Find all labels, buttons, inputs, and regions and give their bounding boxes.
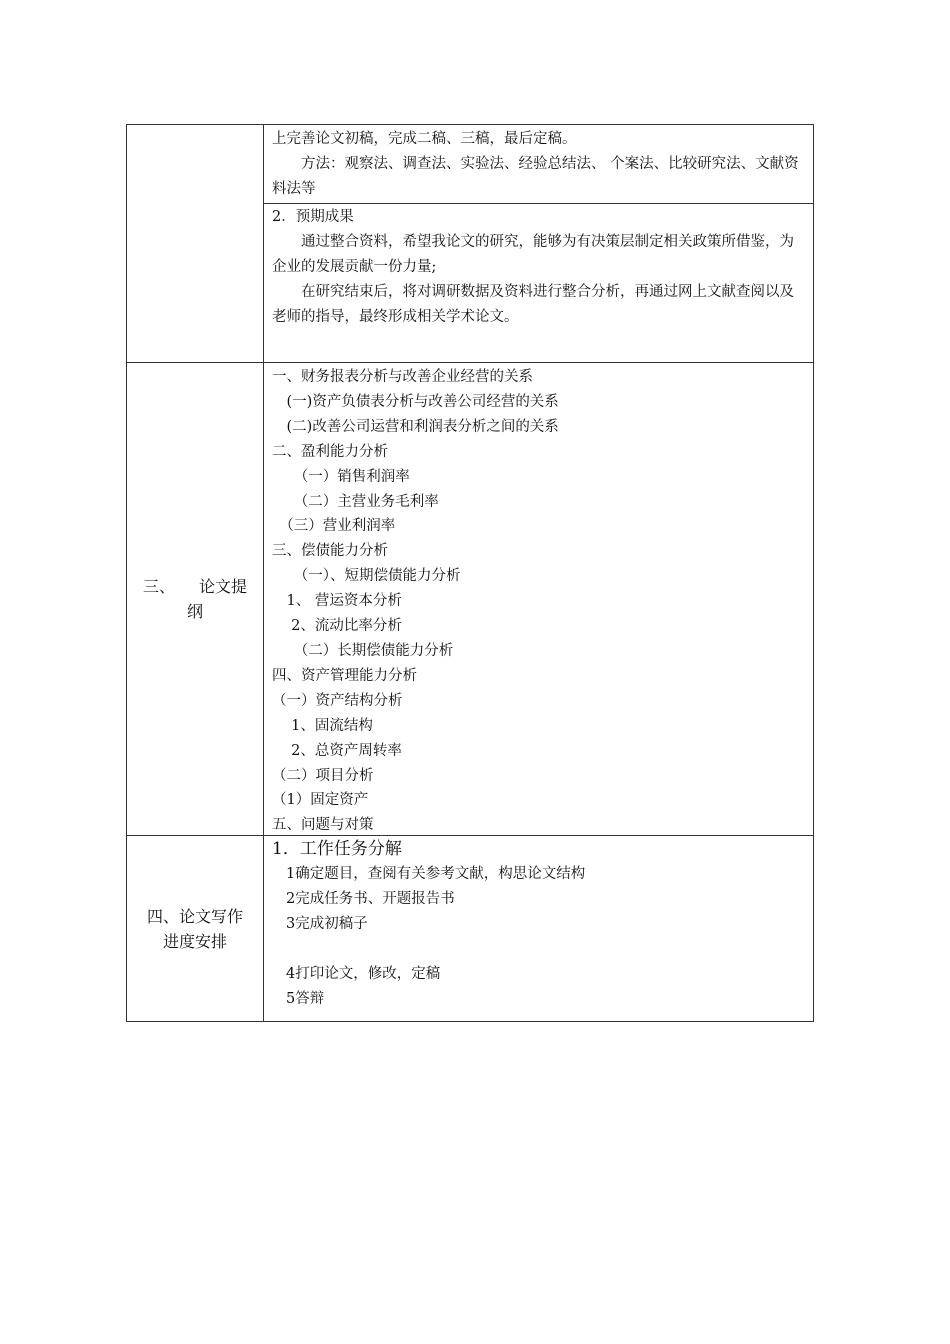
results-paragraph-1: 通过整合资料，希望我论文的研究，能够为有决策层制定相关政策所借鉴，为企业的发展贡献一份力量; — [272, 234, 794, 275]
schedule-item: 2完成任务书、开题报告书 — [286, 891, 455, 907]
results-heading: 2．预期成果 — [272, 209, 354, 225]
outline-item: 三、偿债能力分析 — [272, 543, 388, 560]
schedule-item: 4打印论文，修改，定稿 — [286, 966, 441, 982]
outline-label-line-2: 纲 — [186, 602, 203, 621]
schedule-item: 5答辩 — [286, 991, 325, 1007]
outline-item: （二）项目分析 — [272, 767, 374, 784]
method-line-1: 上完善论文初稿，完成二稿、三稿，最后定稿。 — [272, 131, 577, 147]
outline-item: 1、 营运资本分析 — [272, 593, 402, 610]
outline-item: 一、财务报表分析与改善企业经营的关系 — [272, 369, 533, 385]
schedule-heading: 1．工作任务分解 — [272, 839, 402, 859]
schedule-row — [127, 835, 813, 1021]
schedule-label-line-2: 进度安排 — [162, 931, 227, 951]
schedule-content-cell — [264, 836, 813, 1021]
outline-item: （一）、短期偿债能力分析 — [272, 568, 461, 585]
outline-item: 1、固流结构 — [272, 717, 373, 734]
outline-row — [127, 362, 813, 835]
outline-item: 四、资产管理能力分析 — [272, 667, 417, 684]
outline-item: 五、问题与对策 — [272, 817, 374, 834]
schedule-label-line-1: 四、论文写作 — [146, 906, 243, 926]
method-line-2: 方法：观察法、调查法、实验法、经验总结法、 个案法、比较研究法、文献资料法等 — [272, 156, 799, 197]
schedule-item-blank — [264, 937, 813, 962]
schedule-label-cell — [127, 836, 264, 1021]
proposal-table — [126, 124, 814, 1022]
outline-label-line-1: 三、 论文提 — [142, 577, 247, 596]
results-paragraph-2: 在研究结束后，将对调研数据及资料进行整合分析，再通过网上文献查阅以及老师的指导，最终形成相关学术论文。 — [272, 284, 794, 325]
outline-item: （二）长期偿债能力分析 — [272, 642, 454, 659]
outline-item: 二、盈利能力分析 — [272, 443, 388, 460]
outline-label-cell — [127, 363, 264, 835]
outline-item: （三）营业利润率 — [272, 518, 396, 535]
schedule-item: 1确定题目，查阅有关参考文献，构思论文结构 — [286, 866, 586, 882]
outline-item: （一）资产结构分析 — [272, 692, 403, 709]
methods-results-row — [127, 125, 813, 362]
methods-results-content-cell — [264, 125, 813, 362]
schedule-item: 3完成初稿子 — [286, 916, 368, 932]
methods-results-label-cell — [127, 125, 264, 362]
method-block — [264, 125, 813, 203]
outline-item: (二)改善公司运营和利润表分析之间的关系 — [272, 418, 559, 435]
results-block — [264, 203, 813, 365]
outline-item: （二）主营业务毛利率 — [272, 493, 439, 510]
outline-content-cell — [264, 363, 813, 835]
outline-item: （1）固定资产 — [272, 792, 369, 809]
outline-item: 2、流动比率分析 — [272, 618, 402, 635]
outline-item: (一)资产负债表分析与改善公司经营的关系 — [272, 393, 559, 410]
outline-item: 2、总资产周转率 — [272, 742, 402, 759]
outline-item: （一）销售利润率 — [272, 468, 410, 485]
